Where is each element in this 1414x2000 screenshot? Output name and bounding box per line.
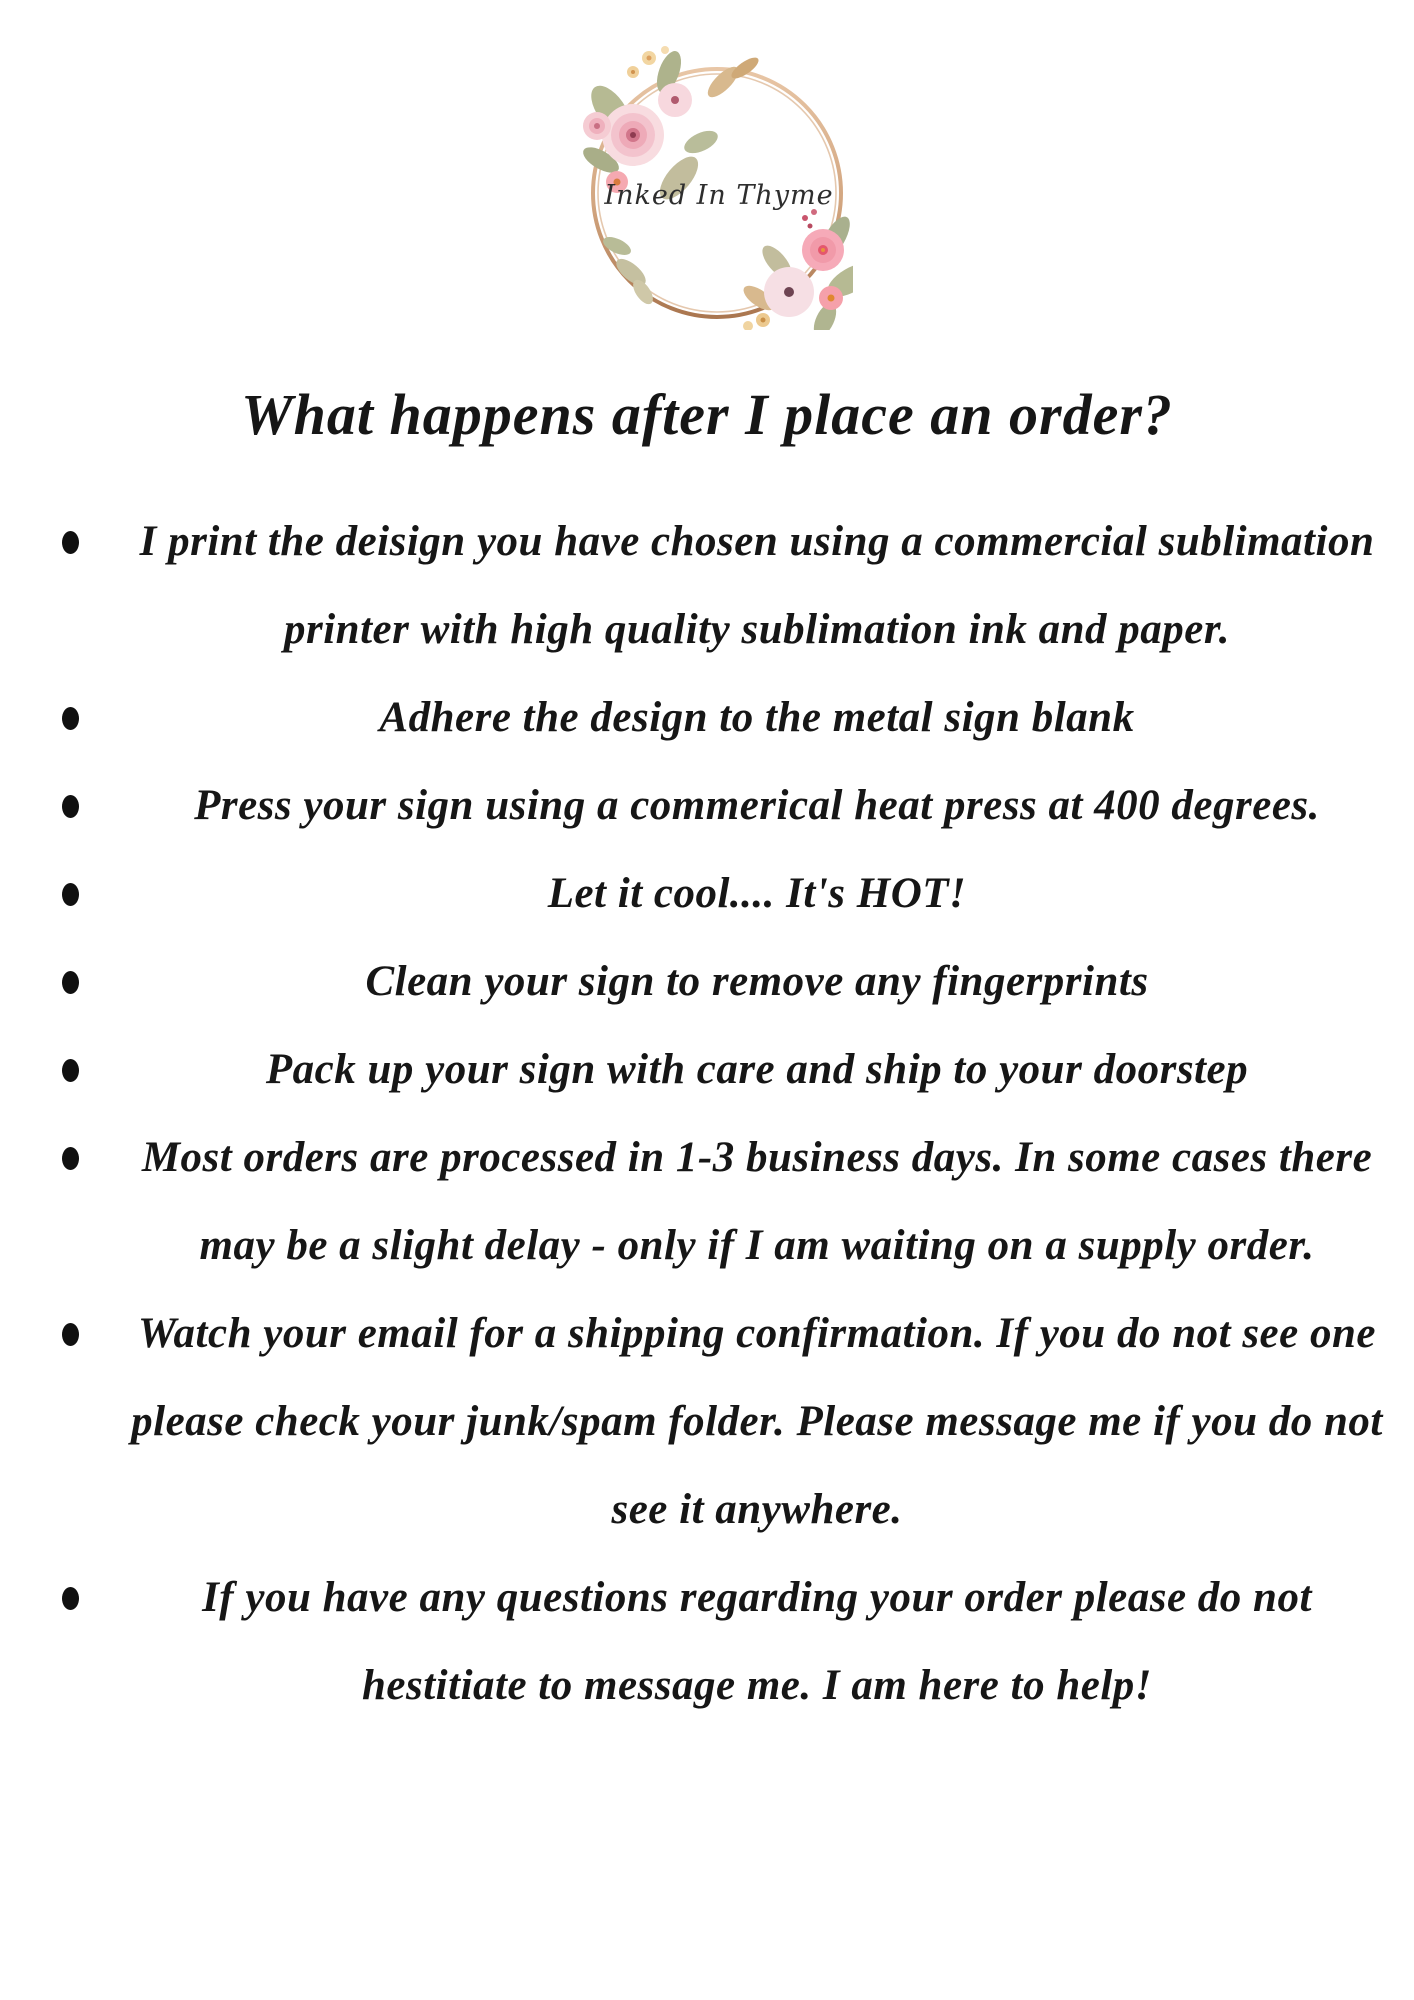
list-item	[56, 938, 1398, 1026]
list-item-text: Most orders are processed in 1-3 business days. In some cases there may be a slight delay - only if I am waiting on a supply order.	[141, 1134, 1373, 1269]
list-item-text: Pack up your sign with care and ship to your doorstep	[265, 1046, 1249, 1093]
bullet-icon	[56, 1026, 116, 1082]
list-item	[56, 1290, 1398, 1554]
list-item	[56, 1026, 1398, 1114]
list-item-text: Clean your sign to remove any fingerprints	[365, 958, 1149, 1005]
list-item-text: Let it cool.... It's HOT!	[547, 870, 967, 917]
bullet-icon	[56, 938, 116, 994]
brand-logo	[573, 30, 853, 330]
bullet-icon	[56, 498, 116, 554]
bullet-icon	[56, 1114, 116, 1170]
list-item	[56, 674, 1398, 762]
brand-name-text: Inked In Thyme	[604, 180, 834, 211]
list-item	[56, 1554, 1398, 1730]
bullet-icon	[56, 762, 116, 818]
list-item	[56, 1114, 1398, 1290]
list-item	[56, 850, 1398, 938]
list-item-text: Press your sign using a commerical heat press at 400 degrees.	[194, 782, 1320, 829]
list-item-text: Watch your email for a shipping confirmation. If you do not see one please check your junk/spam folder. Please message me if you do not see it anywhere.	[131, 1310, 1383, 1533]
floral-wreath-logo	[573, 30, 853, 330]
list-item-text: If you have any questions regarding your order please do not hestitiate to message me. I am here to help!	[202, 1574, 1312, 1709]
bullet-icon	[56, 1290, 116, 1346]
list-item-text: I print the deisign you have chosen using a commercial sublimation printer with high quality sublimation ink and paper.	[139, 518, 1375, 653]
bullet-icon	[56, 1554, 116, 1610]
order-steps-list	[56, 498, 1398, 1730]
list-item-text: Adhere the design to the metal sign blank	[379, 694, 1135, 741]
page-title: What happens after I place an order?	[241, 382, 1173, 447]
bullet-icon	[56, 674, 116, 730]
bullet-icon	[56, 850, 116, 906]
list-item	[56, 762, 1398, 850]
list-item	[56, 498, 1398, 674]
sprig-leaves-icon	[600, 233, 656, 307]
